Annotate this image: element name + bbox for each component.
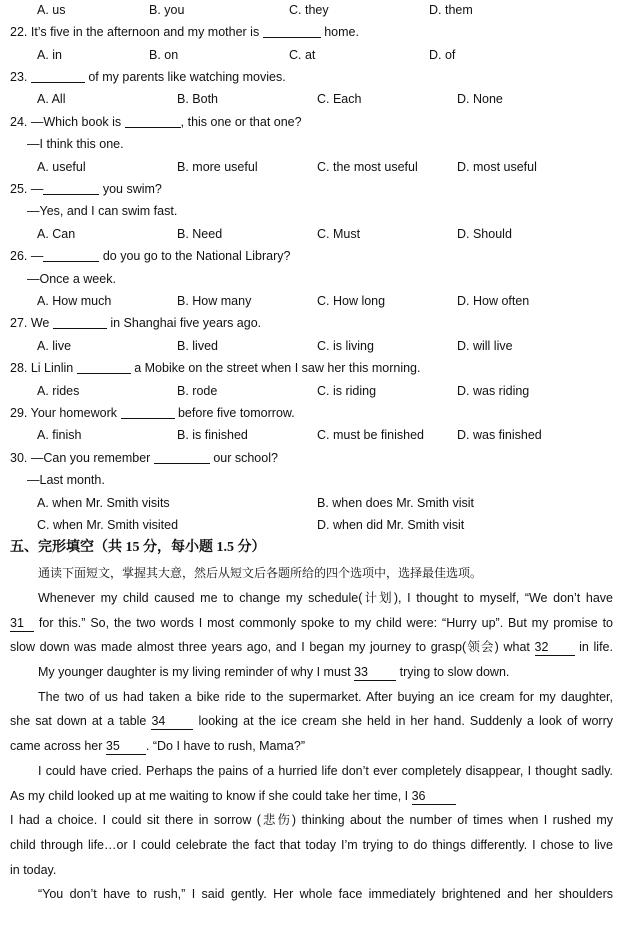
answer-blank[interactable]: [43, 180, 99, 195]
option-b[interactable]: B. rode: [177, 384, 218, 398]
answer-blank[interactable]: [263, 23, 321, 38]
question-text: 23.: [10, 70, 28, 84]
passage-line: [10, 685, 613, 710]
option-d[interactable]: D. will live: [457, 339, 513, 353]
passage-text: I had a choice. I could sit there in sorrow (悲伤) thinking about the number of times when I rushed my: [10, 813, 613, 828]
answer-blank[interactable]: [53, 314, 107, 329]
answer-blank[interactable]: [121, 404, 175, 419]
passage-line: [10, 858, 613, 883]
option-a[interactable]: A. All: [37, 92, 66, 106]
blank-32[interactable]: 32: [535, 639, 575, 656]
passage-line: [10, 660, 613, 685]
option-b[interactable]: B. is finished: [177, 428, 248, 442]
question-text: 29. Your homework: [10, 406, 118, 420]
passage-text: she sat down at a table: [10, 714, 147, 729]
option-a[interactable]: A. How much: [37, 294, 112, 308]
blank-31[interactable]: 31: [10, 615, 34, 632]
option-b[interactable]: B. on: [149, 48, 179, 62]
question-text: 27. We: [10, 316, 50, 330]
question-text-end: home.: [324, 25, 359, 39]
question-text-end: before five tomorrow.: [177, 406, 295, 420]
option-a[interactable]: A. when Mr. Smith visits: [37, 496, 170, 510]
question-text: 28. Li Linlin: [10, 361, 74, 375]
option-b[interactable]: B. you: [149, 3, 185, 17]
blank-33[interactable]: 33: [354, 664, 396, 681]
option-b[interactable]: B. How many: [177, 294, 252, 308]
option-c[interactable]: C. Must: [317, 227, 361, 241]
question-text-end: in Shanghai five years ago.: [110, 316, 262, 330]
answer-blank[interactable]: [125, 113, 181, 128]
q24-reply: —I think this one.: [27, 137, 124, 151]
blank-34[interactable]: 34: [151, 713, 193, 730]
question-text-end: you swim?: [102, 182, 162, 196]
passage-line: [10, 759, 613, 784]
option-d[interactable]: D. was finished: [457, 428, 542, 442]
section-heading: 五、完形填空（共 15 分，每小题 1.5 分）: [10, 540, 266, 555]
option-c[interactable]: C. is riding: [317, 384, 377, 398]
passage-text: slow down was made almost three years ago, and I began my journey to grasp(领会) what: [10, 640, 530, 655]
passage-line: [10, 586, 613, 611]
option-d[interactable]: D. How often: [457, 294, 530, 308]
passage-text: in life.: [579, 640, 613, 655]
question-22: [10, 22, 359, 42]
passage-text: I could have cried. Perhaps the pains of a hurried life don’t ever completely disappear, I thought sadly.: [38, 763, 613, 778]
option-a[interactable]: A. us: [37, 3, 66, 17]
option-c[interactable]: C. when Mr. Smith visited: [37, 518, 179, 532]
question-text: 30. —Can you remember: [10, 451, 151, 465]
option-a[interactable]: A. live: [37, 339, 72, 353]
question-text-end: , this one or that one?: [180, 115, 302, 129]
option-d[interactable]: D. of: [429, 48, 456, 62]
cloze-passage: [10, 586, 613, 907]
passage-text: child through life…or I could celebrate the fact that today I’m trying to do things differently. I chose to live: [10, 837, 613, 852]
question-text-end: of my parents like watching movies.: [88, 70, 286, 84]
answer-blank[interactable]: [154, 449, 210, 464]
option-a[interactable]: A. rides: [37, 384, 80, 398]
question-text-end: do you go to the National Library?: [102, 249, 291, 263]
option-c[interactable]: C. How long: [317, 294, 386, 308]
option-b[interactable]: B. lived: [177, 339, 218, 353]
option-c[interactable]: C. they: [289, 3, 329, 17]
answer-blank[interactable]: [77, 359, 131, 374]
question-text: 24. —Which book is: [10, 115, 122, 129]
question-23: [10, 67, 286, 87]
answer-blank[interactable]: [43, 247, 99, 262]
passage-text: The two of us had taken a bike ride to the supermarket. After buying an ice cream for my daughter,: [38, 689, 613, 704]
passage-line: [10, 808, 613, 833]
passage-text: trying to slow down.: [399, 665, 510, 680]
passage-text: came across her: [10, 739, 103, 754]
option-c[interactable]: C. is living: [317, 339, 374, 353]
question-text: 22. It’s five in the afternoon and my mother is: [10, 25, 260, 39]
question-26: [10, 246, 290, 266]
passage-text: looking at the ice cream she held in her hand. Suddenly a look of worry: [198, 714, 613, 729]
option-a[interactable]: A. Can: [37, 227, 76, 241]
question-25: [10, 179, 162, 199]
option-c[interactable]: C. the most useful: [317, 160, 418, 174]
option-a[interactable]: A. in: [37, 48, 63, 62]
passage-line: [10, 611, 613, 636]
passage-text: Whenever my child caused me to change my schedule(计划), I thought to myself, “We don’t have: [38, 591, 613, 605]
question-text: 26. —: [10, 249, 44, 263]
question-27: [10, 313, 261, 333]
question-28: [10, 358, 420, 378]
passage-text: As my child looked up at me waiting to know if she could take her time, I: [10, 788, 409, 803]
option-c[interactable]: C. must be finished: [317, 428, 424, 442]
option-b[interactable]: B. Both: [177, 92, 218, 106]
option-d[interactable]: D. most useful: [457, 160, 537, 174]
option-b[interactable]: B. Need: [177, 227, 223, 241]
option-c[interactable]: C. at: [289, 48, 316, 62]
passage-text: My younger daughter is my living reminder of why I must: [38, 665, 351, 680]
passage-text: for this.” So, the two words I most commonly spoke to my child were: “Hurry up”. But my promise to: [38, 615, 613, 630]
passage-line: [10, 882, 613, 907]
passage-line: [10, 833, 613, 858]
question-text: 25. —: [10, 182, 44, 196]
q25-reply: —Yes, and I can swim fast.: [27, 204, 178, 218]
passage-text: in today.: [10, 862, 57, 877]
option-d[interactable]: D. Should: [457, 227, 512, 241]
passage-line: [10, 635, 613, 660]
passage-line: [10, 784, 613, 809]
option-b[interactable]: B. when does Mr. Smith visit: [317, 496, 475, 510]
passage-text: “You don’t have to rush,” I said gently. Her whole face immediately brightened and her shoulders: [38, 887, 613, 902]
option-b[interactable]: B. more useful: [177, 160, 258, 174]
option-a[interactable]: A. useful: [37, 160, 86, 174]
option-d[interactable]: D. when did Mr. Smith visit: [317, 518, 465, 532]
section-instruction: 通读下面短文，掌握其大意，然后从短文后各题所给的四个选项中，选择最佳选项。: [38, 566, 483, 580]
q30-reply: —Last month.: [27, 473, 105, 487]
passage-text: . “Do I have to rush, Mama?”: [145, 739, 305, 754]
question-29: [10, 403, 295, 423]
q26-reply: —Once a week.: [27, 272, 116, 286]
question-24: [10, 112, 302, 132]
passage-line: [10, 734, 613, 759]
option-d[interactable]: D. them: [429, 3, 473, 17]
option-a[interactable]: A. finish: [37, 428, 82, 442]
question-30: [10, 448, 278, 468]
option-d[interactable]: D. was riding: [457, 384, 530, 398]
blank-35[interactable]: 35: [106, 738, 146, 755]
answer-blank[interactable]: [31, 68, 85, 83]
question-text-end: our school?: [213, 451, 278, 465]
question-text-end: a Mobike on the street when I saw her this morning.: [134, 361, 421, 375]
option-c[interactable]: C. Each: [317, 92, 362, 106]
blank-36[interactable]: 36: [412, 788, 456, 805]
option-d[interactable]: D. None: [457, 92, 503, 106]
passage-line: [10, 709, 613, 734]
